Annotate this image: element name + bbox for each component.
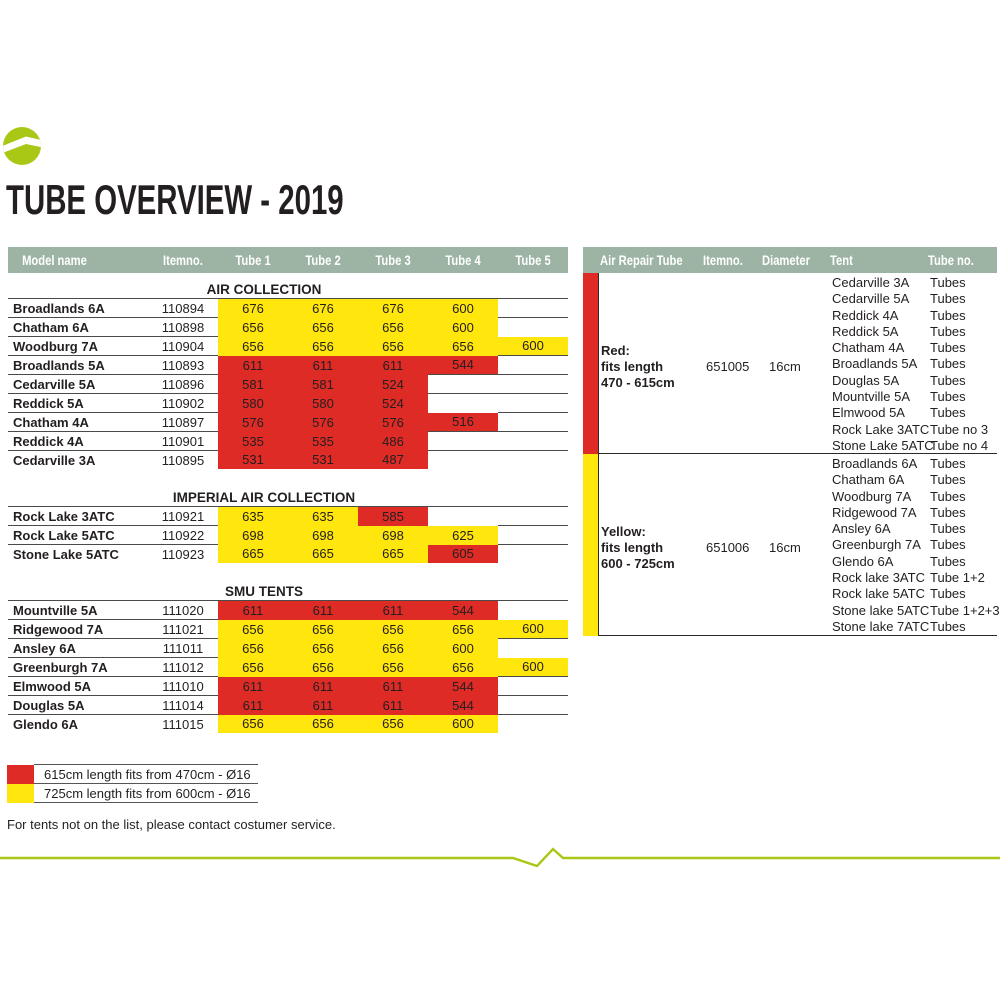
section-gap: [8, 469, 568, 489]
model-cell: Chatham 4A: [8, 413, 148, 432]
table-row: [8, 375, 568, 394]
tent-tube-no: Tubes: [930, 291, 966, 307]
section-title: AIR COLLECTION: [8, 281, 568, 299]
tube-cell: 600: [498, 337, 568, 356]
model-cell: Glendo 6A: [8, 715, 148, 734]
model-cell: Cedarville 5A: [8, 375, 148, 394]
itemno-cell: 110902: [148, 394, 218, 413]
model-cell: Stone Lake 5ATC: [8, 545, 148, 564]
tube-cell: [498, 394, 568, 413]
tent-tube-no: Tubes: [930, 356, 966, 372]
tube-cell: 516: [428, 413, 498, 432]
model-cell: Ansley 6A: [8, 639, 148, 658]
column-header-label: Tube 2: [305, 252, 341, 268]
itemno-cell: 111020: [148, 601, 218, 620]
tube-table-header: [8, 247, 568, 273]
tube-cell: [428, 507, 498, 526]
itemno-cell: 110896: [148, 375, 218, 394]
tube-cell: 635: [218, 507, 288, 526]
itemno-cell: 110898: [148, 318, 218, 337]
model-cell: Cedarville 3A: [8, 451, 148, 470]
section-title: SMU TENTS: [8, 583, 568, 601]
tent-tube-no: Tubes: [930, 618, 966, 634]
itemno-cell: 110904: [148, 337, 218, 356]
repair-label-line: fits length: [601, 539, 664, 555]
repair-section-yellow: [583, 454, 1000, 636]
legend-swatch-yellow: [7, 784, 34, 803]
tube-cell: 544: [428, 356, 498, 375]
tube-cell: [428, 432, 498, 451]
itemno-cell: 110922: [148, 526, 218, 545]
tube-cell: 656: [358, 639, 428, 658]
tube-cell: 656: [218, 639, 288, 658]
tent-list-row: [832, 324, 988, 340]
tube-cell: 581: [288, 375, 358, 394]
tube-cell: 698: [218, 526, 288, 545]
tube-cell: 611: [288, 696, 358, 715]
tube-cell: 656: [358, 337, 428, 356]
tube-cell: 544: [428, 677, 498, 696]
tube-cell: 487: [358, 451, 428, 470]
tube-cell: 531: [288, 451, 358, 470]
table-row: [8, 337, 568, 356]
tube-cell: 676: [358, 299, 428, 318]
tent-name: Stone lake 5ATC: [832, 602, 930, 618]
tube-cell: 665: [288, 545, 358, 564]
tent-tube-no: Tubes: [930, 405, 966, 421]
tube-cell: 656: [218, 658, 288, 677]
tent-tube-no: Tubes: [930, 586, 966, 602]
tent-name: Cedarville 5A: [832, 291, 910, 307]
section-gap-cell: [8, 563, 568, 583]
column-header: [428, 247, 498, 273]
column-header-label: Tube 1: [235, 252, 271, 268]
tube-cell: 531: [218, 451, 288, 470]
tent-tube-no: Tubes: [930, 488, 966, 504]
tube-cell: 656: [358, 715, 428, 734]
repair-table: [583, 247, 1000, 636]
tent-list-row: [832, 456, 1000, 472]
table-row: [8, 545, 568, 564]
column-header-label: Tube no.: [928, 252, 974, 268]
tent-list-row: [832, 554, 1000, 570]
tent-name: Reddick 4A: [832, 307, 899, 323]
repair-label-line: Yellow:: [601, 524, 646, 539]
tent-tube-no: Tubes: [930, 389, 966, 405]
table-row: [8, 639, 568, 658]
itemno-cell: 111014: [148, 696, 218, 715]
tube-cell: [428, 375, 498, 394]
model-cell: Reddick 4A: [8, 432, 148, 451]
legend-row: [7, 765, 258, 784]
tube-cell: 580: [288, 394, 358, 413]
repair-section-red: [583, 273, 997, 454]
tent-name: Broadlands 5A: [832, 356, 918, 372]
tent-list-row: [832, 537, 1000, 553]
tent-list-row: [832, 570, 1000, 586]
tent-tube-no: Tubes: [930, 372, 966, 388]
tent-tube-no: Tubes: [930, 456, 966, 471]
table-row: [8, 413, 568, 432]
column-header-label: Tube 3: [375, 252, 411, 268]
column-header: [498, 247, 568, 273]
tube-cell: 656: [288, 337, 358, 356]
section-title-row: [8, 583, 568, 601]
tube-cell: 585: [358, 507, 428, 526]
tube-cell: 656: [288, 715, 358, 734]
tube-cell: 611: [218, 677, 288, 696]
column-header: [8, 247, 148, 273]
tube-cell: 656: [428, 620, 498, 639]
tent-list-row: [832, 308, 988, 324]
tube-cell: [498, 507, 568, 526]
itemno-cell: 110893: [148, 356, 218, 375]
model-cell: Ridgewood 7A: [8, 620, 148, 639]
tube-cell: 656: [288, 639, 358, 658]
tent-name: Broadlands 6A: [832, 456, 918, 471]
itemno-cell: 110894: [148, 299, 218, 318]
tube-table: [8, 247, 568, 733]
tube-cell: 656: [288, 318, 358, 337]
column-header: [218, 247, 288, 273]
table-row: [8, 356, 568, 375]
tent-list-row: [832, 438, 988, 454]
model-cell: Douglas 5A: [8, 696, 148, 715]
itemno-cell: 111015: [148, 715, 218, 734]
repair-diameter: 16cm: [769, 359, 801, 374]
column-header-label: Itemno.: [703, 252, 743, 268]
tent-list-row: [832, 389, 988, 405]
repair-label: [601, 524, 675, 571]
tent-name: Ridgewood 7A: [832, 504, 917, 520]
tube-cell: 635: [288, 507, 358, 526]
table-row: [8, 696, 568, 715]
tent-list-row: [832, 373, 988, 389]
itemno-cell: 111011: [148, 639, 218, 658]
legend-text: 615cm length fits from 470cm - Ø16: [34, 765, 258, 784]
tube-cell: 665: [218, 545, 288, 564]
tent-name: Cedarville 3A: [832, 275, 910, 290]
tube-cell: [428, 451, 498, 470]
tube-cell: 535: [218, 432, 288, 451]
tube-cell: [498, 356, 568, 375]
tent-list-row: [832, 472, 1000, 488]
legend-text: 725cm length fits from 600cm - Ø16: [34, 784, 258, 803]
column-header: [358, 247, 428, 273]
tent-list-row: [832, 291, 988, 307]
model-cell: Rock Lake 3ATC: [8, 507, 148, 526]
tent-name: Chatham 4A: [832, 340, 905, 356]
brand-divider-line: [0, 840, 1000, 876]
table-row: [8, 318, 568, 337]
tent-name: Rock lake 3ATC: [832, 570, 925, 586]
column-header-label: Tube 5: [515, 252, 551, 268]
tent-name: Stone lake 7ATC: [832, 618, 930, 634]
tube-cell: [498, 451, 568, 470]
tent-list-row: [832, 356, 988, 372]
column-header-label: Air Repair Tube: [600, 252, 683, 268]
section-gap-cell: [8, 273, 568, 281]
tube-cell: [498, 318, 568, 337]
repair-label-line: 600 - 725cm: [601, 555, 675, 571]
tent-name: Reddick 5A: [832, 323, 899, 339]
tent-name: Greenburgh 7A: [832, 537, 921, 553]
tube-cell: 656: [428, 337, 498, 356]
tube-cell: 524: [358, 375, 428, 394]
model-cell: Broadlands 5A: [8, 356, 148, 375]
itemno-cell: 110923: [148, 545, 218, 564]
legend-swatch-red: [7, 765, 34, 784]
tube-cell: 698: [358, 526, 428, 545]
model-cell: Woodburg 7A: [8, 337, 148, 356]
tube-cell: 581: [218, 375, 288, 394]
repair-label: [601, 343, 675, 390]
itemno-cell: 110901: [148, 432, 218, 451]
tube-cell: [498, 639, 568, 658]
tent-tube-no: Tubes: [930, 275, 966, 290]
tube-cell: [498, 601, 568, 620]
column-header-label: Itemno.: [163, 252, 203, 268]
table-row: [8, 451, 568, 470]
tube-cell: 611: [358, 696, 428, 715]
table-row: [8, 507, 568, 526]
tent-tube-no: Tube 1+2: [930, 570, 985, 586]
tube-cell: 605: [428, 545, 498, 564]
page-title: TUBE OVERVIEW - 2019: [6, 176, 344, 223]
brand-logo-icon: [3, 127, 41, 165]
tube-cell: 544: [428, 696, 498, 715]
model-cell: Rock Lake 5ATC: [8, 526, 148, 545]
tent-name: Douglas 5A: [832, 372, 900, 388]
tube-cell: 544: [428, 601, 498, 620]
table-row: [8, 394, 568, 413]
tent-name: Glendo 6A: [832, 553, 894, 569]
tube-cell: 611: [218, 356, 288, 375]
tube-cell: 611: [358, 677, 428, 696]
table-row: [8, 715, 568, 734]
tube-cell: 698: [288, 526, 358, 545]
table-row: [8, 601, 568, 620]
tube-cell: 600: [428, 318, 498, 337]
tube-cell: 656: [428, 658, 498, 677]
tube-cell: [498, 375, 568, 394]
model-cell: Reddick 5A: [8, 394, 148, 413]
tent-name: Rock Lake 3ATC: [832, 421, 930, 437]
tube-cell: 656: [218, 715, 288, 734]
tent-list-row: [832, 505, 1000, 521]
model-cell: Elmwood 5A: [8, 677, 148, 696]
tube-cell: 656: [218, 318, 288, 337]
repair-diameter: 16cm: [769, 540, 801, 555]
tube-cell: 580: [218, 394, 288, 413]
tube-cell: 600: [498, 658, 568, 677]
tube-cell: 576: [218, 413, 288, 432]
column-header-label: Tent: [830, 252, 853, 268]
tube-cell: 656: [358, 658, 428, 677]
tube-cell: 611: [358, 601, 428, 620]
tube-cell: 611: [218, 696, 288, 715]
tent-name: Stone Lake 5ATC: [832, 437, 934, 453]
footer-note: For tents not on the list, please contact costumer service.: [7, 817, 336, 832]
tube-cell: 611: [218, 601, 288, 620]
section-gap: [8, 563, 568, 583]
tent-list-row: [832, 340, 988, 356]
tent-tube-no: Tubes: [930, 504, 966, 520]
tube-cell: 611: [288, 356, 358, 375]
tube-cell: [498, 413, 568, 432]
tent-list-row: [832, 422, 988, 438]
tent-tube-no: Tubes: [930, 340, 966, 356]
section-title: IMPERIAL AIR COLLECTION: [8, 489, 568, 507]
model-cell: Chatham 6A: [8, 318, 148, 337]
tube-cell: 656: [218, 337, 288, 356]
tube-cell: 656: [358, 318, 428, 337]
tube-cell: 600: [428, 639, 498, 658]
tube-cell: [498, 677, 568, 696]
tent-name: Chatham 6A: [832, 472, 905, 488]
repair-itemno: 651005: [706, 359, 750, 374]
tube-cell: 576: [358, 413, 428, 432]
tube-cell: 600: [498, 620, 568, 639]
tent-name: Mountville 5A: [832, 389, 911, 405]
table-row: [8, 526, 568, 545]
repair-table-header: [583, 247, 997, 273]
yellow-color-bar: [583, 454, 598, 636]
itemno-cell: 110895: [148, 451, 218, 470]
table-row: [8, 677, 568, 696]
tube-cell: 524: [358, 394, 428, 413]
tube-cell: 535: [288, 432, 358, 451]
tube-cell: 611: [288, 677, 358, 696]
section-title-row: [8, 281, 568, 299]
tube-cell: 665: [358, 545, 428, 564]
repair-label-line: fits length: [601, 358, 664, 374]
itemno-cell: 111021: [148, 620, 218, 639]
model-cell: Broadlands 6A: [8, 299, 148, 318]
legend-row: [7, 784, 258, 803]
tube-cell: 600: [428, 299, 498, 318]
section-gap-cell: [8, 469, 568, 489]
tube-cell: 486: [358, 432, 428, 451]
tube-cell: 656: [218, 620, 288, 639]
column-header: [148, 247, 218, 273]
tent-list-row: [832, 603, 1000, 619]
tent-name: Woodburg 7A: [832, 488, 912, 504]
tube-cell: 600: [428, 715, 498, 734]
column-header-label: Model name: [22, 252, 87, 268]
tent-tube-no: Tube no 3: [930, 421, 989, 437]
tent-list: [832, 275, 988, 454]
tent-list-row: [832, 275, 988, 291]
repair-itemno: 651006: [706, 540, 750, 555]
tube-cell: [428, 394, 498, 413]
tube-cell: [498, 696, 568, 715]
tube-cell: 656: [358, 620, 428, 639]
tube-cell: 625: [428, 526, 498, 545]
tube-cell: [498, 299, 568, 318]
tube-cell: 576: [288, 413, 358, 432]
section-title-row: [8, 489, 568, 507]
table-row: [8, 299, 568, 318]
tent-list: [832, 456, 1000, 635]
tube-cell: [498, 545, 568, 564]
tent-list-row: [832, 521, 1000, 537]
tube-cell: 611: [358, 356, 428, 375]
tent-name: Elmwood 5A: [832, 405, 905, 421]
tent-tube-no: Tube 1+2+3: [930, 602, 1000, 618]
model-cell: Greenburgh 7A: [8, 658, 148, 677]
section-gap: [8, 273, 568, 281]
tube-cell: 676: [218, 299, 288, 318]
tube-cell: 676: [288, 299, 358, 318]
repair-label-line: 470 - 615cm: [601, 374, 675, 390]
tube-cell: [498, 526, 568, 545]
tent-list-row: [832, 489, 1000, 505]
tube-cell: [498, 432, 568, 451]
model-cell: Mountville 5A: [8, 601, 148, 620]
tube-cell: 611: [288, 601, 358, 620]
tent-tube-no: Tubes: [930, 521, 966, 537]
tent-tube-no: Tube no 4: [930, 437, 989, 453]
tube-cell: [498, 715, 568, 734]
red-color-bar: [583, 273, 598, 454]
tube-cell: 656: [288, 658, 358, 677]
tent-name: Rock lake 5ATC: [832, 586, 925, 602]
tent-list-row: [832, 619, 1000, 635]
column-header: [288, 247, 358, 273]
column-header-label: Diameter: [762, 252, 810, 268]
column-header-label: Tube 4: [445, 252, 481, 268]
table-row: [8, 432, 568, 451]
tent-name: Ansley 6A: [832, 521, 891, 537]
tent-tube-no: Tubes: [930, 553, 966, 569]
repair-label-line: Red:: [601, 343, 630, 358]
tent-tube-no: Tubes: [930, 472, 966, 488]
itemno-cell: 111012: [148, 658, 218, 677]
itemno-cell: 110921: [148, 507, 218, 526]
tent-tube-no: Tubes: [930, 307, 966, 323]
table-row: [8, 620, 568, 639]
tube-cell: 656: [288, 620, 358, 639]
tent-tube-no: Tubes: [930, 323, 966, 339]
table-row: [8, 658, 568, 677]
tent-list-row: [832, 405, 988, 421]
tent-list-row: [832, 586, 1000, 602]
itemno-cell: 111010: [148, 677, 218, 696]
itemno-cell: 110897: [148, 413, 218, 432]
legend: [7, 764, 258, 803]
tent-tube-no: Tubes: [930, 537, 966, 553]
